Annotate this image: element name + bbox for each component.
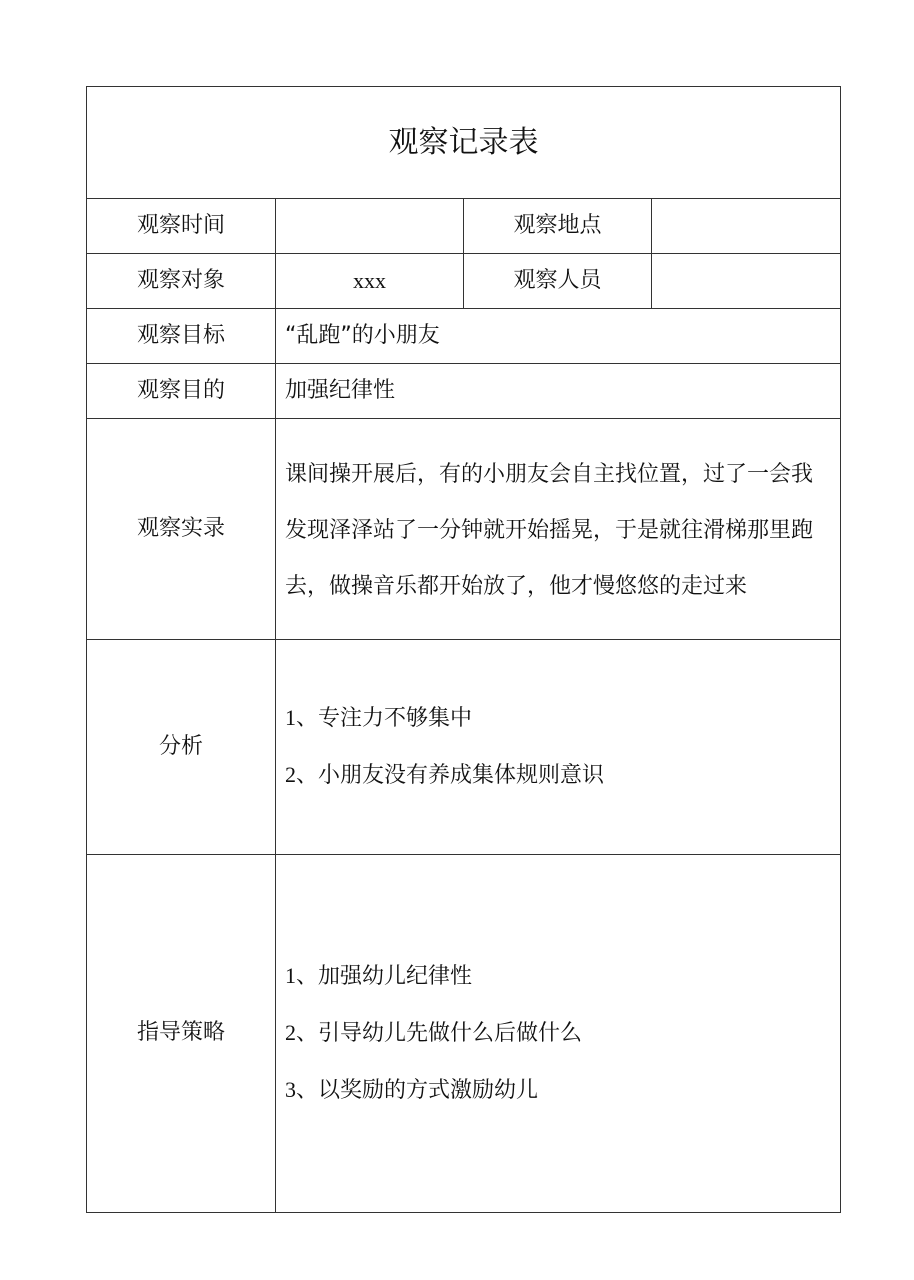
observer-value <box>652 254 841 309</box>
record-label: 观察实录 <box>87 419 276 640</box>
subject-value: xxx <box>276 254 464 309</box>
target-value: “乱跑”的小朋友 <box>276 309 841 364</box>
time-value <box>276 199 464 254</box>
table-title: 观察记录表 <box>87 87 841 199</box>
strategy-row <box>87 855 841 1213</box>
list-item: 2、引导幼儿先做什么后做什么 <box>285 1020 583 1046</box>
analysis-label: 分析 <box>87 640 276 855</box>
list-item: 2、小朋友没有养成集体规则意识 <box>285 762 605 788</box>
place-label: 观察地点 <box>464 199 652 254</box>
target-row <box>87 309 841 364</box>
purpose-label: 观察目的 <box>87 364 276 419</box>
analysis-row <box>87 640 841 855</box>
strategy-list <box>276 855 841 1213</box>
purpose-value: 加强纪律性 <box>276 364 841 419</box>
place-value <box>652 199 841 254</box>
record-row <box>87 419 841 640</box>
strategy-label: 指导策略 <box>87 855 276 1213</box>
subject-label: 观察对象 <box>87 254 276 309</box>
time-label: 观察时间 <box>87 199 276 254</box>
target-label: 观察目标 <box>87 309 276 364</box>
record-text: 课间操开展后，有的小朋友会自主找位置，过了一会我发现泽泽站了一分钟就开始摇晃，于是就往滑梯那里跑去，做操音乐都开始放了，他才慢悠悠的走过来 <box>276 419 841 640</box>
list-item: 1、专注力不够集中 <box>285 705 473 731</box>
subject-observer-row <box>87 254 841 309</box>
analysis-list <box>276 640 841 855</box>
time-place-row <box>87 199 841 254</box>
list-item: 1、加强幼儿纪律性 <box>285 963 473 989</box>
observation-record-table <box>86 86 841 1213</box>
title-row <box>87 87 841 199</box>
list-item: 3、以奖励的方式激励幼儿 <box>285 1077 539 1103</box>
observer-label: 观察人员 <box>464 254 652 309</box>
purpose-row <box>87 364 841 419</box>
